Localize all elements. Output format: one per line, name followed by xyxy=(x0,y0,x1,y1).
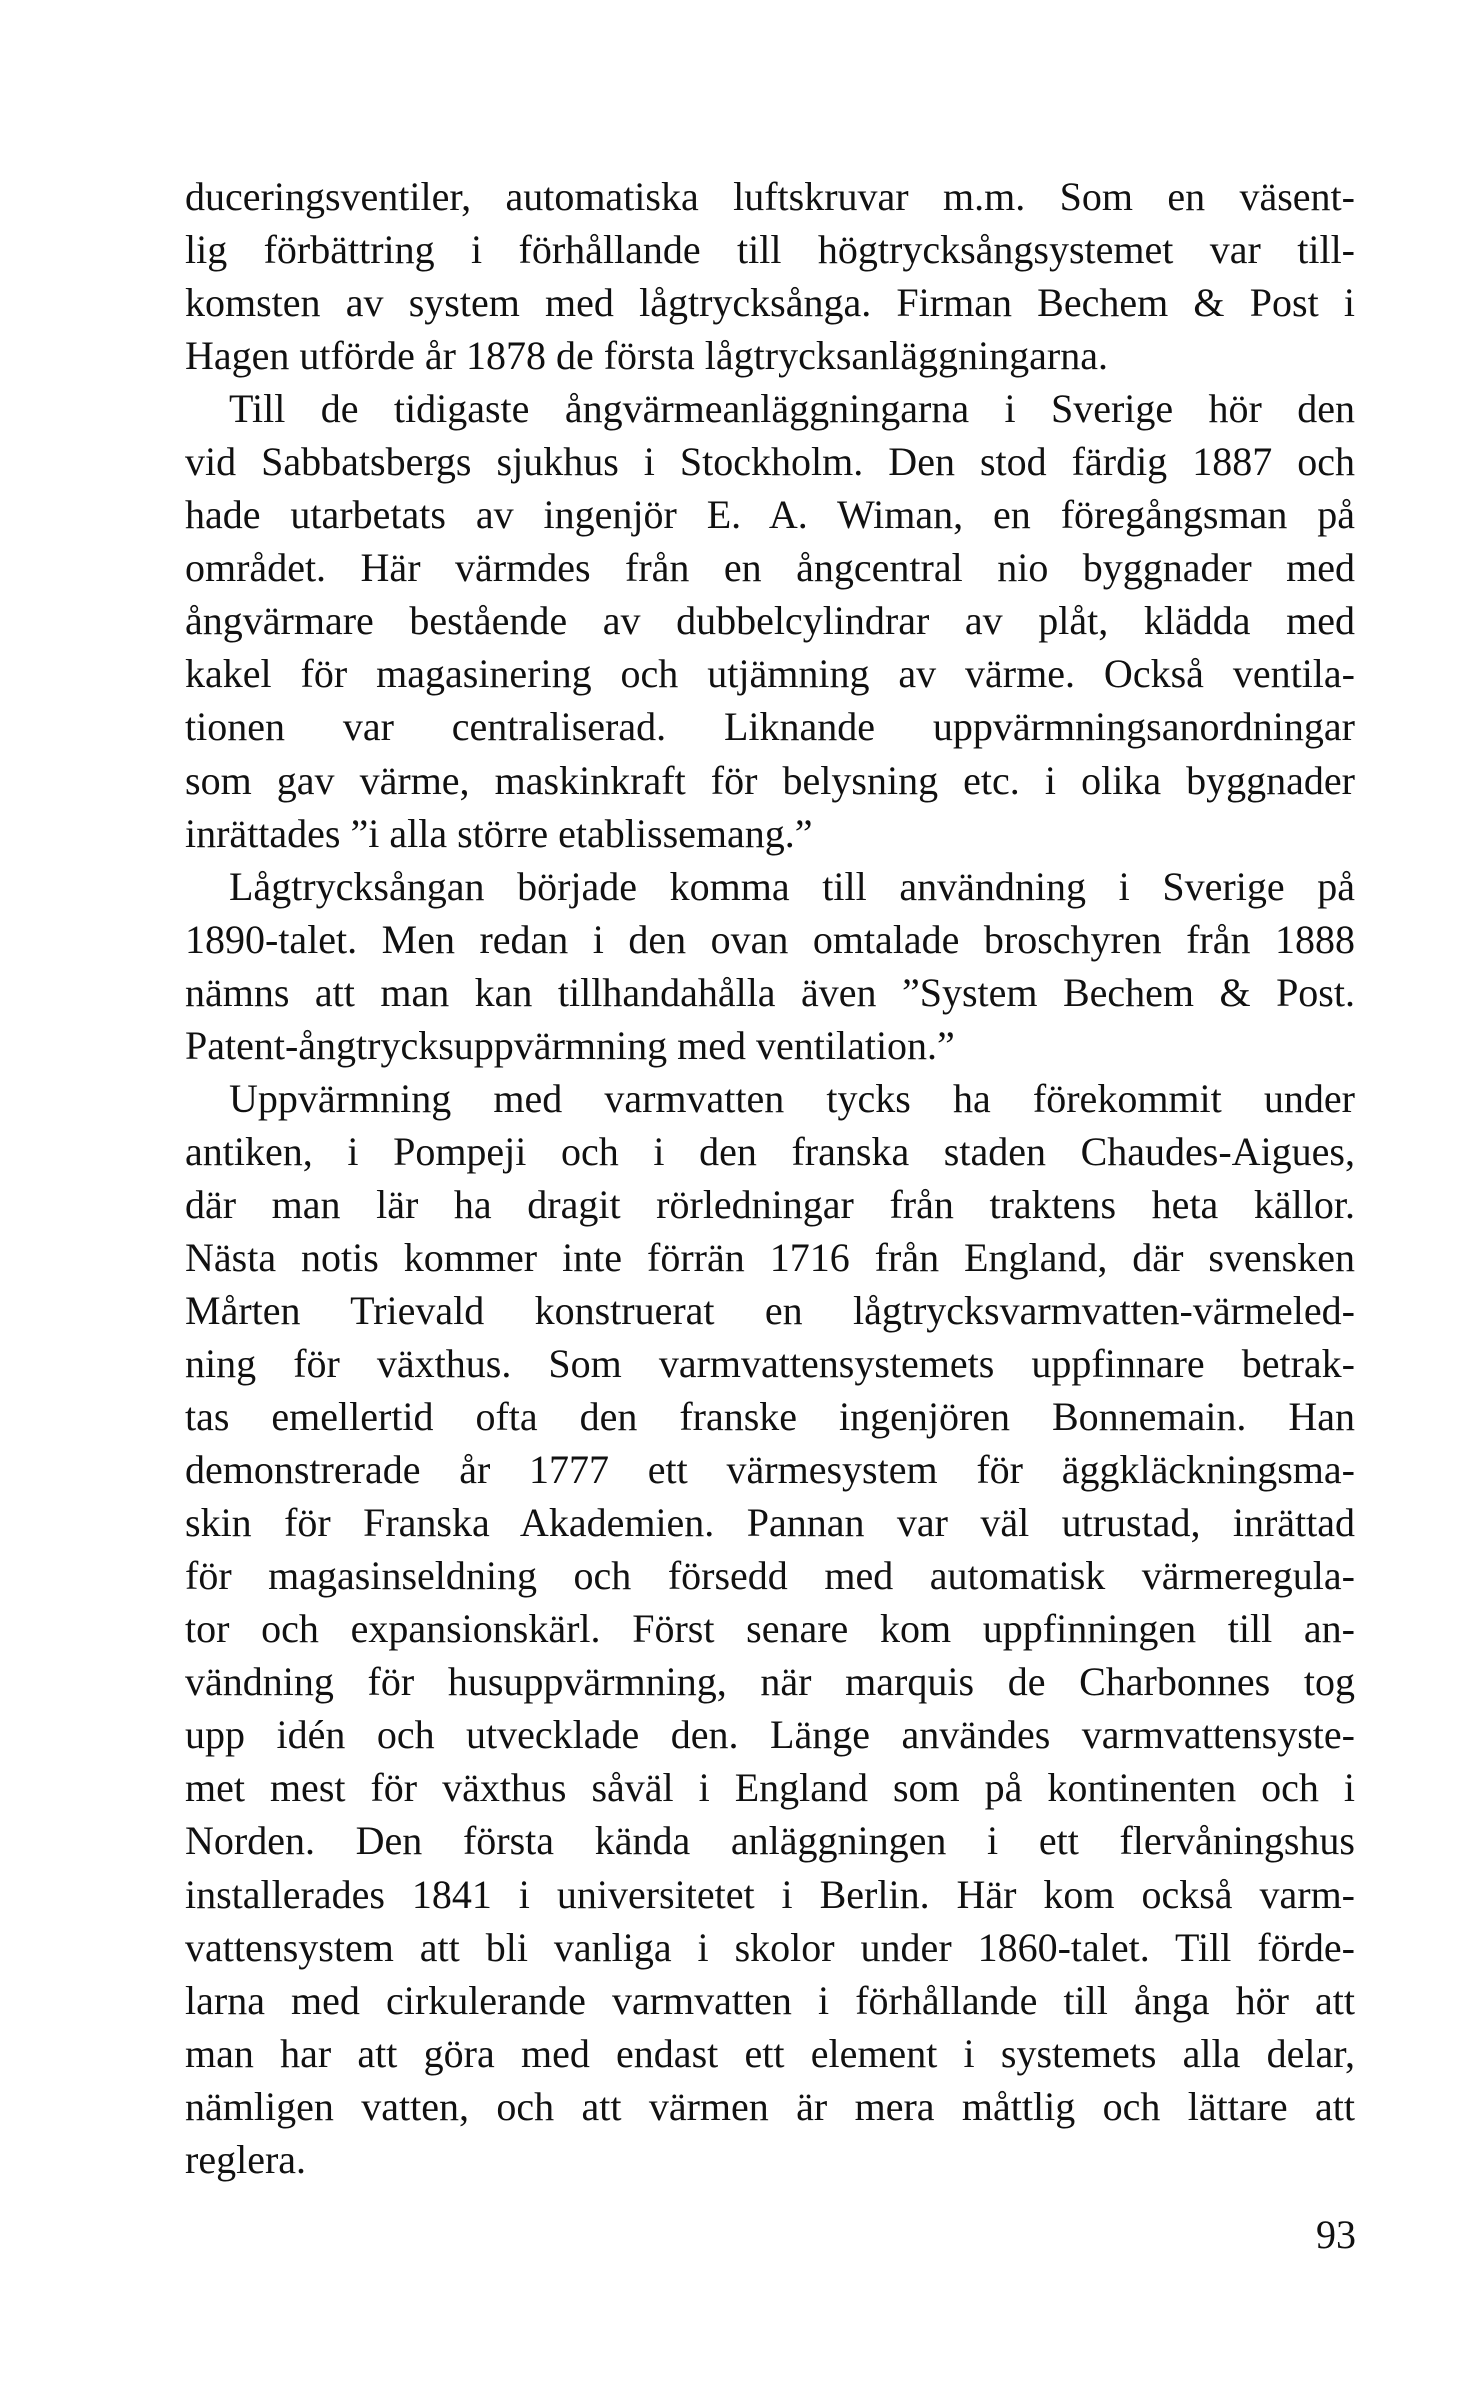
text-line: där man lär ha dragit rörledningar från traktens heta källor. xyxy=(185,1181,1355,1227)
text-line: ning för växthus. Som varmvattensystemets uppfinnare betrak- xyxy=(185,1341,1355,1387)
text-line: komsten av system med lågtrycksånga. Firman Bechem & Post i xyxy=(185,280,1355,326)
text-line: inrättades ”i alla större etablissemang.” xyxy=(185,810,813,856)
text-line: ångvärmare bestående av dubbelcylindrar av plåt, klädda med xyxy=(185,598,1355,644)
text-line: hade utarbetats av ingenjör E. A. Wiman, en föregångsman på xyxy=(185,492,1355,538)
paragraph-start-line: Till de tidigaste ångvärmeanläggningarna i Sverige hör den xyxy=(229,386,1355,432)
text-line: Nästa notis kommer inte förrän 1716 från England, där svensken xyxy=(185,1234,1355,1280)
text-line: demonstrerade år 1777 ett värmesystem för äggkläckningsma- xyxy=(185,1447,1355,1493)
text-line: installerades 1841 i universitetet i Berlin. Här kom också varm- xyxy=(185,1871,1355,1917)
text-line: Patent-ångtrycksuppvärmning med ventilation.” xyxy=(185,1022,955,1068)
text-line: 1890-talet. Men redan i den ovan omtalade broschyren från 1888 xyxy=(185,916,1355,962)
text-line: nämns att man kan tillhandahålla även ”System Bechem & Post. xyxy=(185,969,1355,1015)
text-line: Mårten Trievald konstruerat en lågtrycksvarmvatten-värmeled- xyxy=(185,1287,1355,1333)
text-line: tor och expansionskärl. Först senare kom uppfinningen till an- xyxy=(185,1606,1355,1652)
paragraph-start-line: Uppvärmning med varmvatten tycks ha förekommit under xyxy=(229,1075,1355,1121)
text-line: kakel för magasinering och utjämning av värme. Också ventila- xyxy=(185,651,1355,697)
text-line: duceringsventiler, automatiska luftskruvar m.m. Som en väsent- xyxy=(185,174,1355,219)
text-line: met mest för växthus såväl i England som på kontinenten och i xyxy=(185,1765,1355,1811)
text-line: nämligen vatten, och att värmen är mera måttlig och lättare att xyxy=(185,2083,1355,2129)
text-line: Norden. Den första kända anläggningen i ett flervåningshus xyxy=(185,1818,1355,1864)
text-line: vändning för husuppvärmning, när marquis de Charbonnes tog xyxy=(185,1659,1355,1705)
text-line: man har att göra med endast ett element i systemets alla delar, xyxy=(185,2030,1355,2076)
text-line: tionen var centraliserad. Liknande uppvärmningsanordningar xyxy=(185,704,1355,750)
body-text xyxy=(185,170,1355,2186)
text-line: lig förbättring i förhållande till högtrycksångsystemet var till- xyxy=(185,227,1355,273)
text-line: skin för Franska Akademien. Pannan var väl utrustad, inrättad xyxy=(185,1500,1355,1546)
text-line: reglera. xyxy=(185,2136,307,2182)
text-line: upp idén och utvecklade den. Länge användes varmvattensyste- xyxy=(185,1712,1355,1758)
text-line: antiken, i Pompeji och i den franska staden Chaudes-Aigues, xyxy=(185,1128,1355,1174)
text-line: larna med cirkulerande varmvatten i förhållande till ånga hör att xyxy=(185,1977,1355,2023)
text-line: vid Sabbatsbergs sjukhus i Stockholm. Den stod färdig 1887 och xyxy=(185,439,1355,485)
text-line: för magasinseldning och försedd med automatisk värmeregula- xyxy=(185,1553,1355,1599)
paragraph-start-line: Lågtrycksångan började komma till användning i Sverige på xyxy=(229,863,1355,909)
text-line: vattensystem att bli vanliga i skolor under 1860-talet. Till förde- xyxy=(185,1924,1355,1970)
text-line: tas emellertid ofta den franske ingenjören Bonnemain. Han xyxy=(185,1394,1355,1440)
text-line: området. Här värmdes från en ångcentral nio byggnader med xyxy=(185,545,1355,591)
page-number: 93 xyxy=(1316,2212,1356,2257)
text-line: Hagen utförde år 1878 de första lågtrycksanläggningarna. xyxy=(185,333,1108,379)
text-line: som gav värme, maskinkraft för belysning etc. i olika byggnader xyxy=(185,757,1355,803)
